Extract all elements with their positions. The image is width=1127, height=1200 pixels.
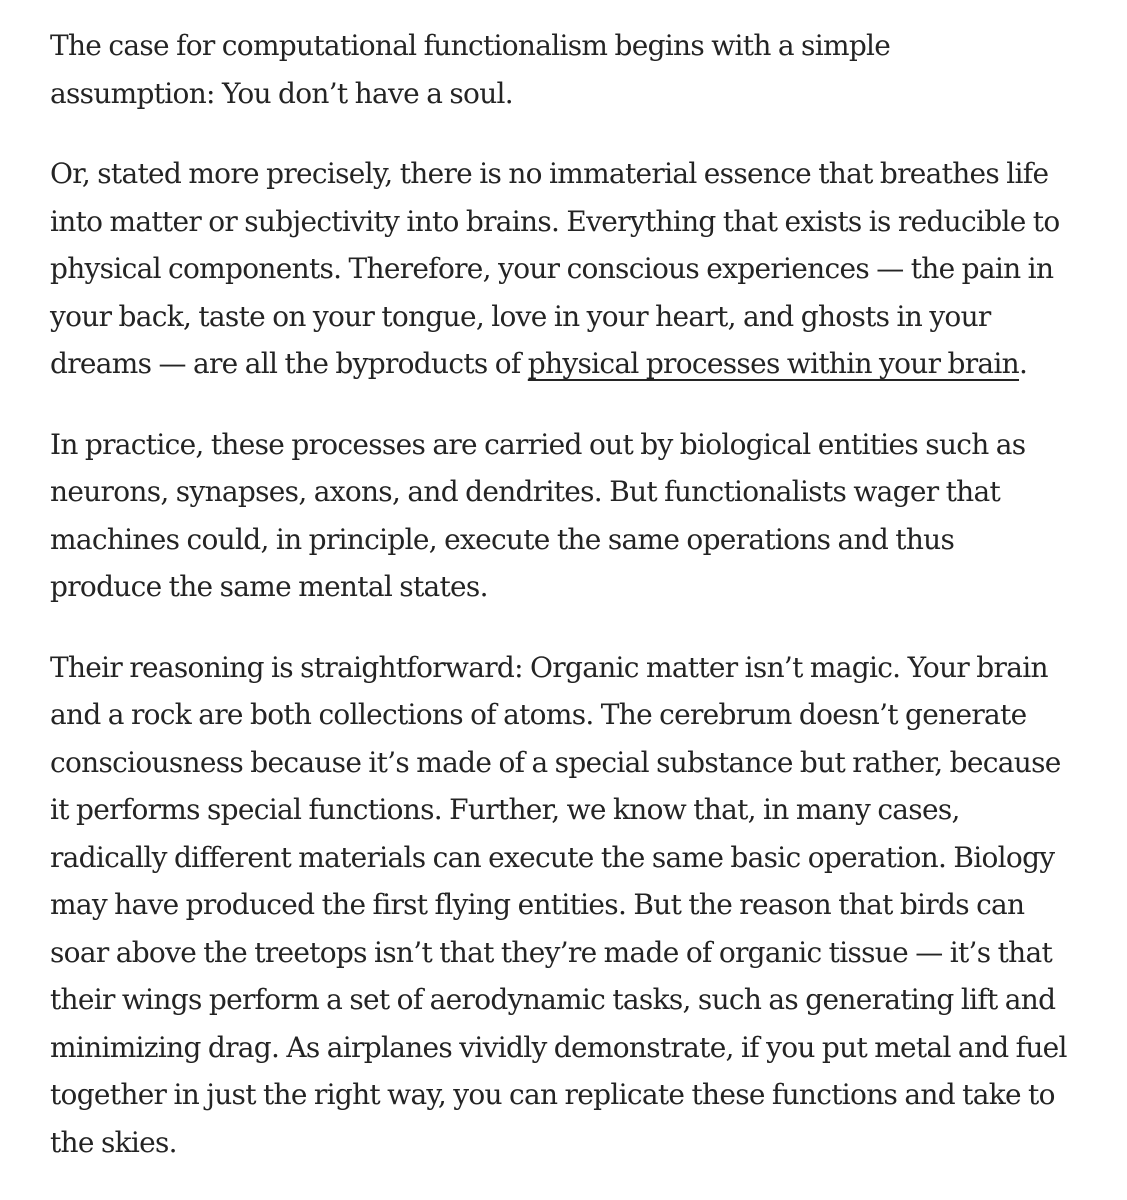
paragraph-biological-entities: In practice, these processes are carried out by biological entities such as neurons, synapses, axons, and dendrites. But functionalists wager that machines could, in principle, execute the same operations and thus produce the same mental states. <box>50 427 1026 603</box>
paragraph-text-end: . <box>1019 347 1028 380</box>
paragraph-physical-components <box>50 150 1080 388</box>
paragraph-reasoning: Their reasoning is straightforward: Organic matter isn’t magic. Your brain and a rock are both collections of atoms. The cerebrum doesn’t generate consciousness because it’s made of a special substance but rather, because it performs special functions. Further, we know that, in many cases, radically different materials can execute the same basic operation. Biology may have produced the first flying entities. But the reason that birds can soar above the treetops isn’t that they’re made of organic tissue — it’s that their wings perform a set of aerodynamic tasks, such as generating lift and minimizing drag. As airplanes vividly demonstrate, if you put metal and fuel together in just the right way, you can replicate these functions and take to the skies. <box>50 650 1067 1159</box>
paragraph-text: Or, stated more precisely, there is no immaterial essence that breathes life into matter or subjectivity into brains. Everything that exists is reducible to physical components. Therefore, your conscious experiences — the pain in your back, taste on your tongue, love in your heart, and ghosts in your dreams — are all the byproducts of <box>50 157 1060 380</box>
physical-processes-link[interactable]: physical processes within your brain <box>527 347 1020 380</box>
article-body <box>50 22 1080 1199</box>
paragraph-soul-assumption: The case for computational functionalism begins with a simple assumption: You don’t have a soul. <box>50 29 891 110</box>
